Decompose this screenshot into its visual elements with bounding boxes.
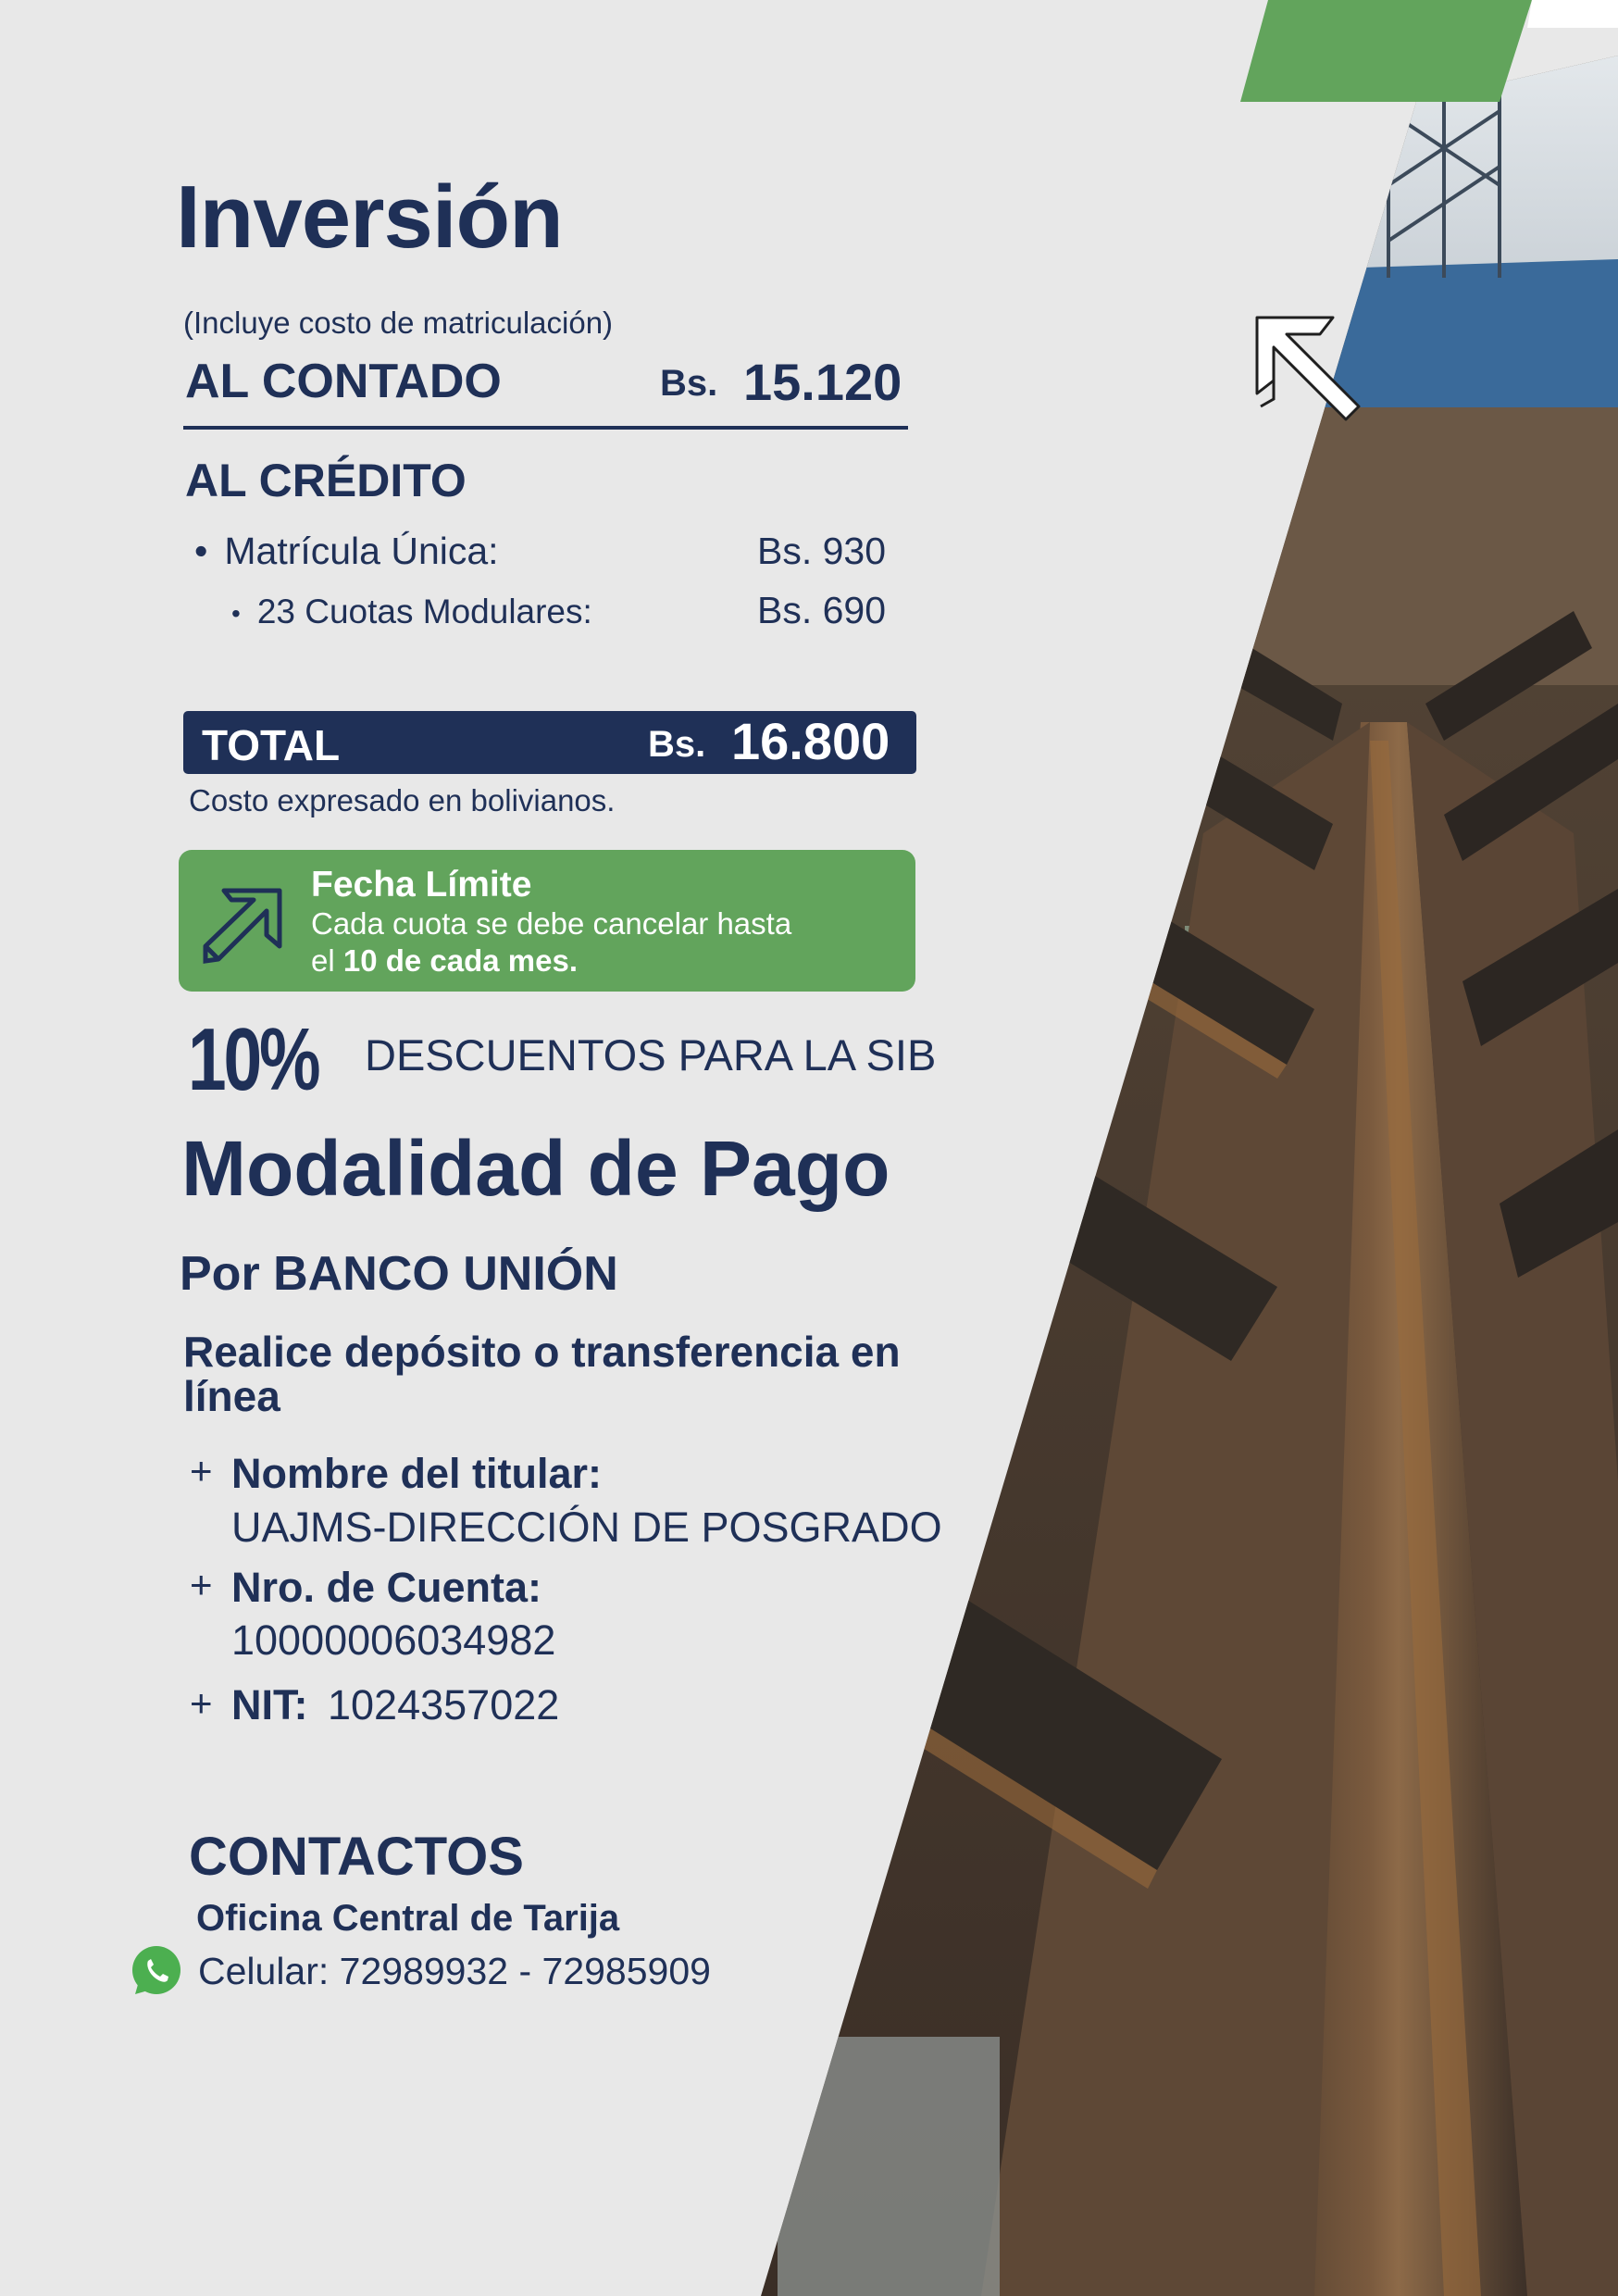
fecha-line2-bold: 10 de cada mes. (342, 943, 579, 978)
matricula-label: Matrícula Única: (224, 530, 499, 572)
cuenta-value: 10000006034982 (231, 1616, 556, 1664)
total-amount: 16.800 (731, 712, 890, 770)
arrow-up-left-icon (1250, 310, 1370, 430)
plus-icon: + (190, 1449, 213, 1492)
instruccion-text: Realice depósito o transferencia en línea (183, 1328, 901, 1420)
cuotas-item: • 23 Cuotas Modulares: (231, 593, 592, 630)
fecha-limite-title: Fecha Límite (311, 865, 532, 905)
contado-label: AL CONTADO (185, 355, 502, 408)
nit-label: NIT: (231, 1681, 308, 1728)
fecha-limite-line1: Cada cuota se debe cancelar hasta (311, 906, 792, 941)
cuenta-label: Nro. de Cuenta: (231, 1564, 542, 1611)
total-label: TOTAL (202, 721, 341, 769)
whatsapp-icon (130, 1944, 183, 1998)
total-currency: Bs. (648, 724, 706, 765)
oficina-label: Oficina Central de Tarija (196, 1898, 620, 1939)
discount-percent: 10% (188, 1010, 318, 1109)
divider (183, 426, 908, 430)
fecha-limite-line2 (311, 942, 791, 980)
plus-icon: + (190, 1563, 213, 1606)
contado-currency: Bs. (660, 363, 718, 404)
modalidad-title: Modalidad de Pago (181, 1125, 890, 1212)
matricula-item: • Matrícula Única: (194, 530, 499, 572)
currency-note: Costo expresado en bolivianos. (189, 783, 616, 817)
contactos-title: CONTACTOS (189, 1827, 524, 1887)
banco-label: Por BANCO UNIÓN (180, 1247, 618, 1301)
cuotas-label: 23 Cuotas Modulares: (256, 593, 592, 630)
nit-value: 1024357022 (328, 1681, 560, 1728)
fecha-limite-text (311, 905, 791, 980)
celular-text: Celular: 72989932 - 72985909 (198, 1950, 711, 1992)
inversion-subtitle: (Incluye costo de matriculación) (183, 306, 614, 340)
contado-amount: 15.120 (743, 353, 902, 411)
titular-value: UAJMS-DIRECCIÓN DE POSGRADO (231, 1504, 942, 1551)
discount-text: DESCUENTOS PARA LA SIB (365, 1030, 937, 1079)
cuotas-value: Bs. 690 (757, 589, 887, 631)
page-title: Inversión (176, 168, 563, 267)
matricula-value: Bs. 930 (757, 530, 887, 572)
arrow-up-right-icon (196, 878, 289, 970)
titular-label: Nombre del titular: (231, 1450, 603, 1497)
green-accent-tab (1240, 0, 1532, 102)
fecha-line2-prefix: el (311, 943, 343, 978)
credito-label: AL CRÉDITO (185, 455, 467, 506)
plus-icon: + (190, 1681, 213, 1725)
